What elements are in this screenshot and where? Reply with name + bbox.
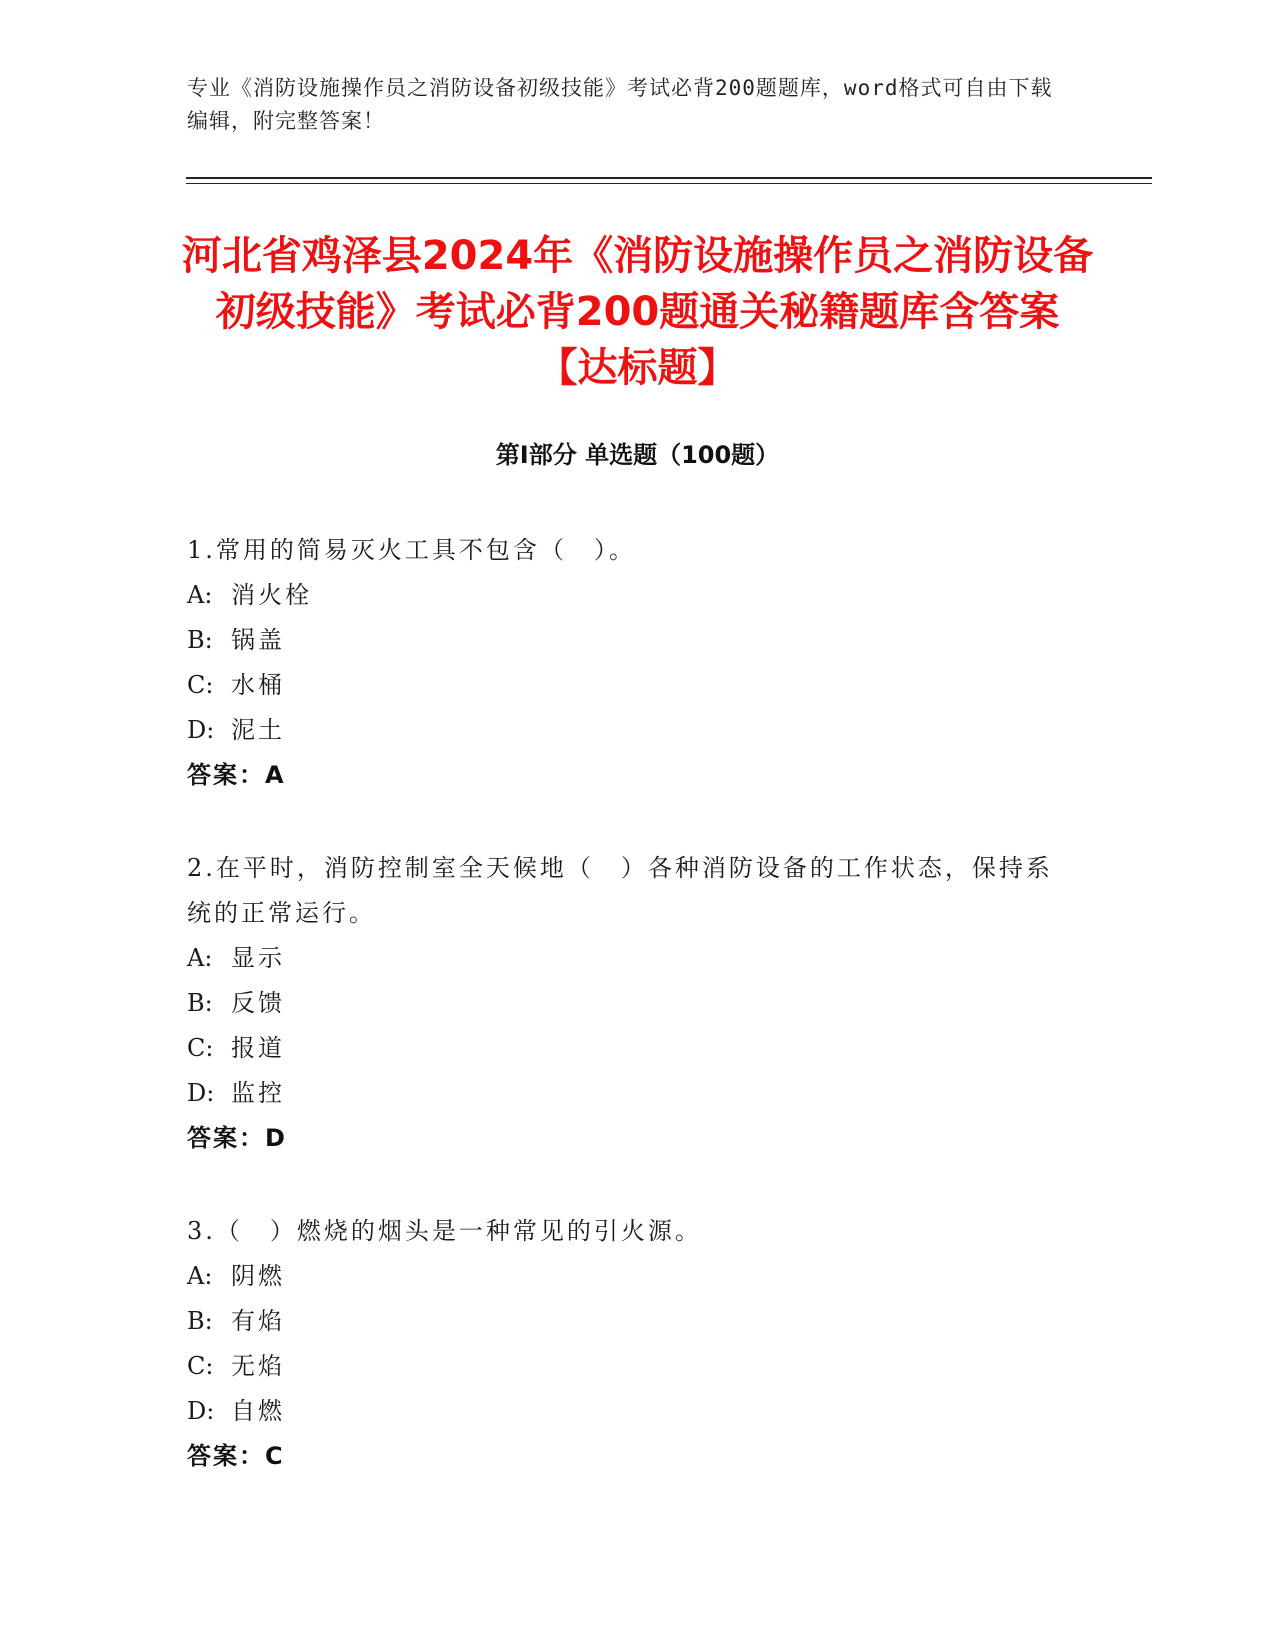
- option-letter: D:: [187, 1397, 215, 1425]
- option-b: [187, 1299, 1067, 1344]
- option-c: [187, 1344, 1067, 1389]
- option-letter: B:: [187, 989, 213, 1017]
- option-letter: A:: [187, 1262, 213, 1290]
- question-item: [187, 846, 1067, 1161]
- option-letter: C:: [187, 671, 214, 699]
- option-c: [187, 663, 1067, 708]
- question-list: [187, 528, 1067, 1527]
- option-letter: A:: [187, 581, 213, 609]
- option-letter: B:: [187, 1307, 213, 1335]
- option-text: 反馈: [231, 989, 285, 1017]
- option-a: [187, 936, 1067, 981]
- option-a: [187, 573, 1067, 618]
- document-title: 河北省鸡泽县2024年《消防设施操作员之消防设备初级技能》考试必背200题通关秘籍题库含答案【达标题】: [181, 233, 1094, 391]
- answer-line: 答案：D: [187, 1124, 287, 1152]
- option-text: 水桶: [231, 671, 285, 699]
- header-rule-thin: [186, 183, 1152, 184]
- answer-line: 答案：C: [187, 1442, 285, 1470]
- option-text: 报道: [231, 1034, 285, 1062]
- option-letter: A:: [187, 944, 213, 972]
- header-note: 专业《消防设施操作员之消防设备初级技能》考试必背200题题库，word格式可自由下载编辑，附完整答案！: [187, 76, 1053, 133]
- answer-line: 答案：A: [187, 761, 286, 789]
- option-text: 自燃: [231, 1397, 285, 1425]
- header-rule-thick: [186, 177, 1152, 179]
- option-d: [187, 1071, 1067, 1116]
- option-text: 显示: [231, 944, 285, 972]
- question-stem: 3.（ ）燃烧的烟头是一种常见的引火源。: [187, 1217, 702, 1245]
- option-text: 无焰: [231, 1352, 285, 1380]
- option-letter: C:: [187, 1034, 214, 1062]
- option-text: 泥土: [231, 716, 285, 744]
- option-d: [187, 708, 1067, 753]
- section-heading: 第I部分 单选题（100题）: [495, 441, 780, 469]
- option-text: 阴燃: [231, 1262, 285, 1290]
- question-item: [187, 1209, 1067, 1479]
- option-a: [187, 1254, 1067, 1299]
- option-letter: C:: [187, 1352, 214, 1380]
- option-text: 有焰: [231, 1307, 285, 1335]
- option-letter: B:: [187, 626, 213, 654]
- question-stem: 1.常用的简易灭火工具不包含（ ）。: [187, 536, 636, 564]
- option-b: [187, 981, 1067, 1026]
- option-text: 消火栓: [231, 581, 312, 609]
- question-item: [187, 528, 1067, 798]
- option-b: [187, 618, 1067, 663]
- option-c: [187, 1026, 1067, 1071]
- option-letter: D:: [187, 1079, 215, 1107]
- question-stem: 2.在平时，消防控制室全天候地（ ）各种消防设备的工作状态，保持系统的正常运行。: [187, 854, 1053, 927]
- option-text: 监控: [231, 1079, 285, 1107]
- option-letter: D:: [187, 716, 215, 744]
- option-d: [187, 1389, 1067, 1434]
- option-text: 锅盖: [231, 626, 285, 654]
